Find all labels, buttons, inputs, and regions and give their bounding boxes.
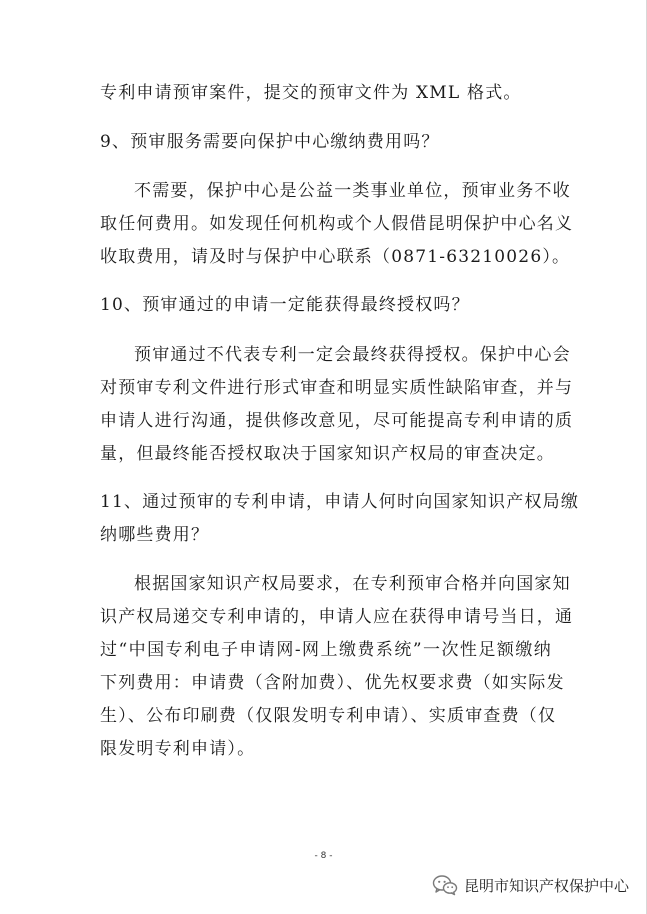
text-line: 预审通过不代表专利一定会最终获得授权。保护中心会 <box>134 345 571 365</box>
question-heading: 11、通过预审的专利申请，申请人何时向国家知识产权局缴 <box>100 492 580 512</box>
text-line: 对预审专利文件进行形式审查和明显实质性缺陷审查，并与 <box>100 378 574 398</box>
text-line: 过“中国专利电子申请网-网上缴费系统”一次性足额缴纳 <box>100 640 552 660</box>
text-line: 不需要，保护中心是公益一类事业单位，预审业务不收 <box>134 181 571 201</box>
watermark-text: 昆明市知识产权保护中心 <box>463 876 629 895</box>
text-line: 生）、公布印刷费（仅限发明专利申请）、实质审查费（仅 <box>100 706 557 726</box>
text-line: 取任何费用。如发现任何机构或个人假借昆明保护中心名义 <box>100 214 574 234</box>
text-line: 下列费用：申请费（含附加费）、优先权要求费（如实际发 <box>100 673 565 693</box>
question-heading: 9、预审服务需要向保护中心缴纳费用吗？ <box>100 132 440 152</box>
text-line: 根据国家知识产权局要求，在专利预审合格并向国家知 <box>134 574 571 594</box>
text-line: 限发明专利申请）。 <box>100 739 256 759</box>
wechat-icon <box>432 874 458 896</box>
text-line: 收取费用，请及时与保护中心联系（0871-63210026）。 <box>100 247 571 267</box>
text-line: 申请人进行沟通，提供修改意见，尽可能提高专利申请的质 <box>100 411 574 431</box>
text-line: 专利申请预审案件，提交的预审文件为 XML 格式。 <box>100 83 522 103</box>
question-heading: 10、预审通过的申请一定能获得最终授权吗？ <box>100 295 470 315</box>
question-heading: 纳哪些费用？ <box>100 525 210 545</box>
source-watermark <box>432 874 629 896</box>
text-line: 量，但最终能否授权取决于国家知识产权局的审查决定。 <box>100 444 555 464</box>
page-number: - 8 - <box>314 851 333 861</box>
text-line: 识产权局递交专利申请的，申请人应在获得申请号当日，通 <box>100 607 574 627</box>
